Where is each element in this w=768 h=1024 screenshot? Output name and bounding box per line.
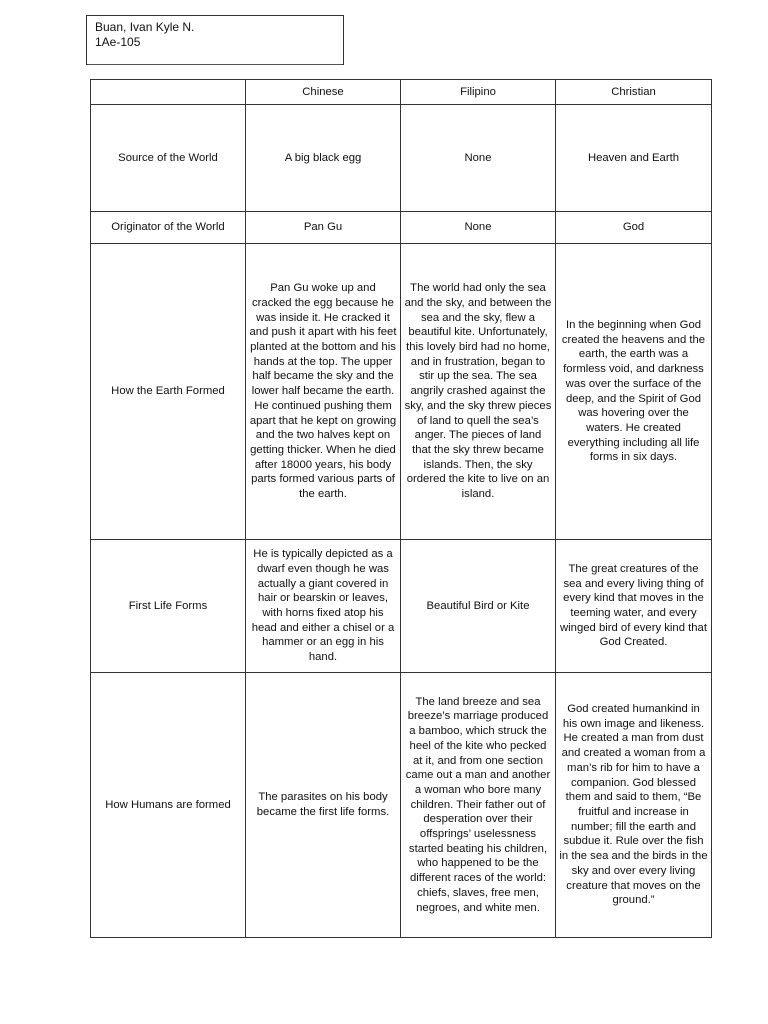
header-cell-empty <box>91 80 246 105</box>
header-cell-chinese: Chinese <box>246 80 401 105</box>
cell-chinese: The parasites on his body became the first life forms. <box>246 673 401 938</box>
creation-myths-comparison-table <box>90 79 712 938</box>
table-row <box>91 105 712 212</box>
header-cell-christian: Christian <box>556 80 712 105</box>
header-row <box>91 80 712 105</box>
table-row <box>91 212 712 244</box>
header-divider <box>88 64 342 65</box>
row-label: How Humans are formed <box>91 673 246 938</box>
cell-filipino: Beautiful Bird or Kite <box>401 540 556 673</box>
cell-chinese: He is typically depicted as a dwarf even though he was actually a giant covered in hair or bearskin or leaves, with horns fixed atop his head and either a chisel or a hammer or an egg in his hand. <box>246 540 401 673</box>
cell-christian: Heaven and Earth <box>556 105 712 212</box>
cell-filipino: None <box>401 105 556 212</box>
student-info-box <box>86 15 344 65</box>
table-row <box>91 673 712 938</box>
cell-filipino: The world had only the sea and the sky, and between the sea and the sky, flew a beautiful kite. Unfortunately, this lovely bird had no home, and in frustration, began to stir up the sea. The sea angrily crashed against the sky, and the sky threw pieces of land to quell the sea’s anger. The pieces of land that the sky threw became islands. Then, the sky ordered the kite to live on an island. <box>401 244 556 540</box>
cell-chinese: Pan Gu woke up and cracked the egg because he was inside it. He cracked it and push it apart with his feet planted at the bottom and his hands at the top. The upper half became the sky and the lower half became the earth. He continued pushing them apart that he kept on growing and the two halves kept on getting thicker. When he died after 18000 years, his body parts formed various parts of the earth. <box>246 244 401 540</box>
student-section: 1Ae-105 <box>95 35 141 49</box>
cell-filipino: None <box>401 212 556 244</box>
row-label: Source of the World <box>91 105 246 212</box>
cell-christian: In the beginning when God created the heavens and the earth, the earth was a formless void, and darkness was over the surface of the deep, and the Spirit of God was hovering over the waters. He created everything including all life forms in six days. <box>556 244 712 540</box>
student-name: Buan, Ivan Kyle N. <box>95 20 195 34</box>
table-row <box>91 244 712 540</box>
row-label: How the Earth Formed <box>91 244 246 540</box>
cell-christian: God <box>556 212 712 244</box>
cell-christian: The great creatures of the sea and every living thing of every kind that moves in the teeming water, and every winged bird of every kind that God Created. <box>556 540 712 673</box>
header-cell-filipino: Filipino <box>401 80 556 105</box>
row-label: First Life Forms <box>91 540 246 673</box>
cell-filipino: The land breeze and sea breeze’s marriage produced a bamboo, which struck the heel of the kite who pecked at it, and from one section came out a man and another a woman who bore many children. Their father out of desperation over their offsprings’ uselessness started beating his children, who happened to be the different races of the world: chiefs, slaves, free men, negroes, and white men. <box>401 673 556 938</box>
row-label: Originator of the World <box>91 212 246 244</box>
table-row <box>91 540 712 673</box>
cell-christian: God created humankind in his own image and likeness. He created a man from dust and created a woman from a man’s rib for him to have a companion. God blessed them and said to them, “Be fruitful and increase in number; fill the earth and subdue it. Rule over the fish in the sea and the birds in the sky and over every living creature that moves on the ground.” <box>556 673 712 938</box>
cell-chinese: A big black egg <box>246 105 401 212</box>
cell-chinese: Pan Gu <box>246 212 401 244</box>
